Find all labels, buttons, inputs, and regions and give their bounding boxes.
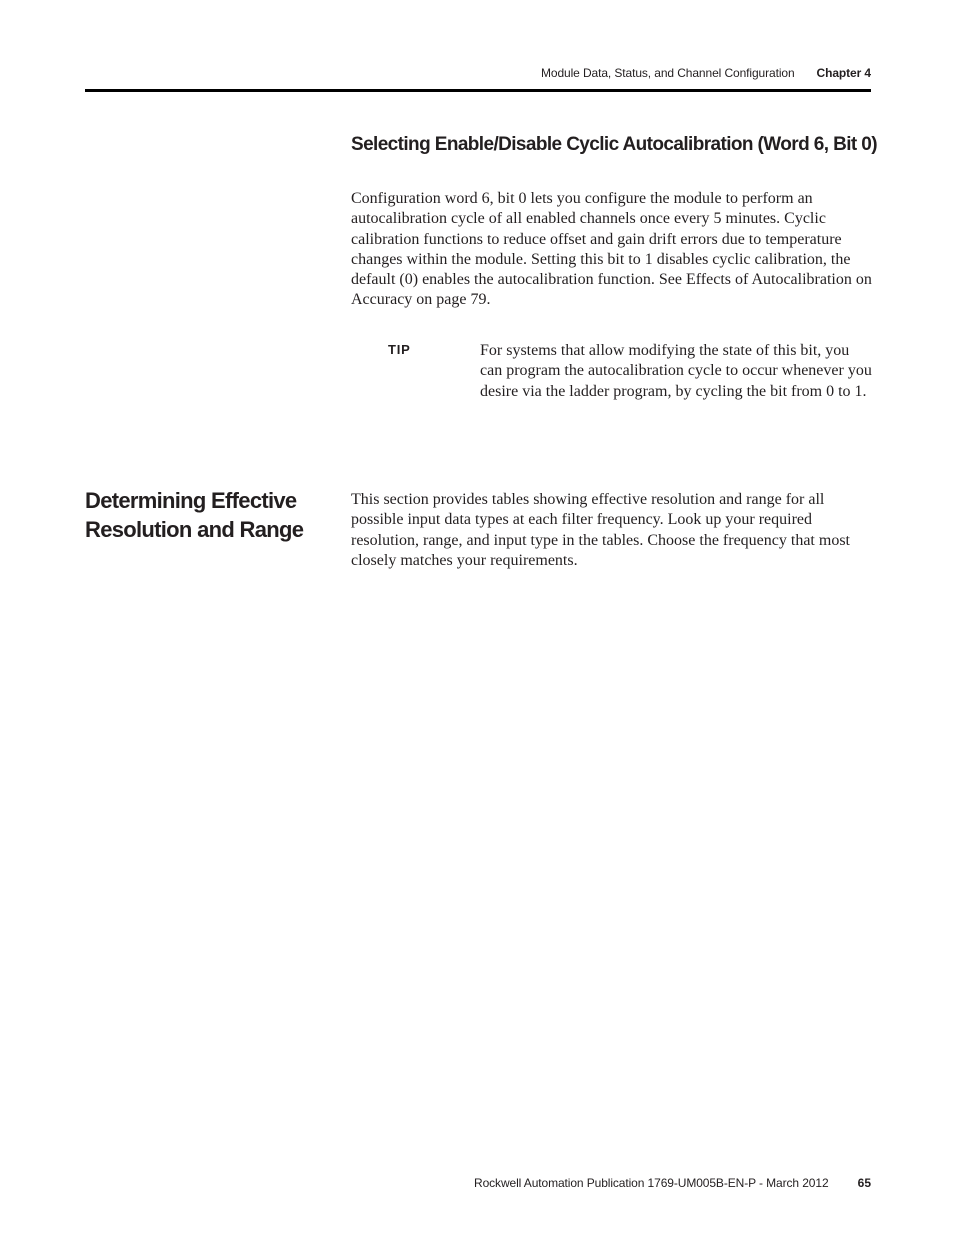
page-number: 65 bbox=[857, 1176, 871, 1190]
header-section-name: Module Data, Status, and Channel Configuration bbox=[540, 66, 795, 80]
footer-publication: Rockwell Automation Publication 1769-UM005B-EN-P - March 2012 bbox=[474, 1176, 829, 1190]
autocalibration-paragraph: Configuration word 6, bit 0 lets you configure the module to perform an autocalibration cycle of all enabled channels once every 5 minutes. Cyclic calibration functions to reduce offset and gain drift errors due to temperature changes within the module. Setting this bit to 1 disables cyclic calibration, the default (0) enables the autocalibration function. See Effects of Autocalibration on Accuracy on page 79. bbox=[351, 190, 872, 309]
running-header bbox=[541, 66, 871, 80]
header-rule bbox=[85, 89, 871, 92]
tip-text: For systems that allow modifying the state of this bit, you can program the autocalibration cycle to occur whenever you desire via the ladder program, by cycling the bit from 0 to 1. bbox=[480, 342, 872, 400]
tip-label: TIP bbox=[388, 342, 411, 357]
header-chapter-label: Chapter 4 bbox=[816, 66, 871, 80]
section-heading-resolution-range: Determining Effective Resolution and Range bbox=[85, 488, 304, 542]
section-heading-autocalibration: Selecting Enable/Disable Cyclic Autocalibration (Word 6, Bit 0) bbox=[351, 134, 877, 155]
resolution-range-paragraph: This section provides tables showing effective resolution and range for all possible input data types at each filter frequency. Look up your required resolution, range, and input type in the tables. Choose the frequency that most closely matches your requirements. bbox=[351, 491, 850, 569]
